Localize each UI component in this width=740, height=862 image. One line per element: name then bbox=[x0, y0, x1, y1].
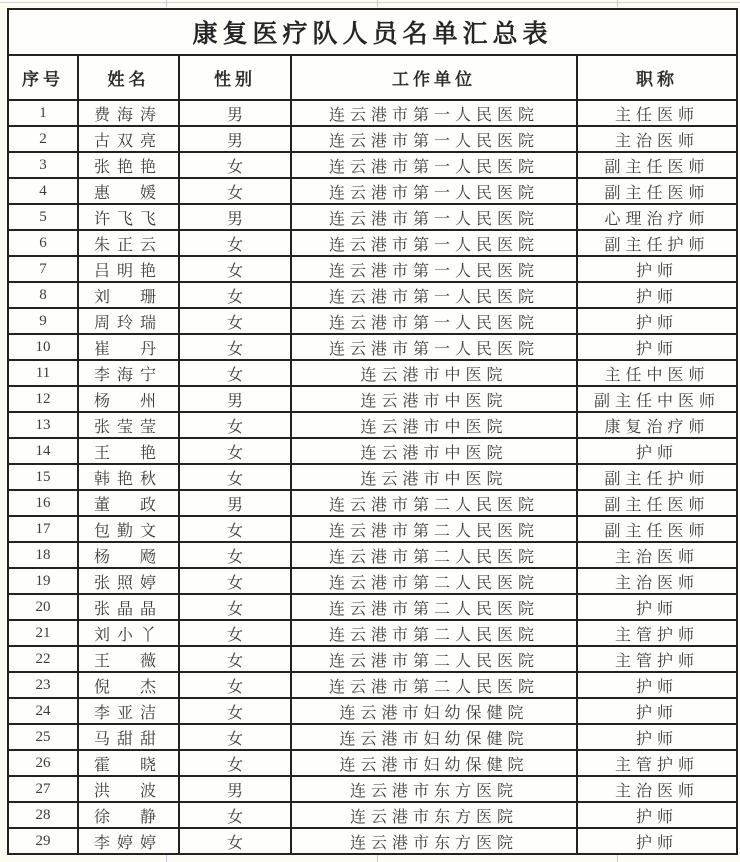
index-cell: 2 bbox=[8, 126, 78, 152]
unit-cell: 连云港市中医院 bbox=[291, 438, 577, 464]
table-row bbox=[8, 802, 737, 828]
name-cell: 徐 静 bbox=[78, 802, 179, 828]
gender-cell: 女 bbox=[179, 724, 291, 750]
table-row bbox=[8, 152, 737, 178]
table-row bbox=[8, 386, 737, 412]
gender-cell: 女 bbox=[179, 438, 291, 464]
unit-cell: 连云港市第二人民医院 bbox=[291, 542, 577, 568]
gender-cell: 女 bbox=[179, 516, 291, 542]
table-row bbox=[8, 594, 737, 620]
table-row bbox=[8, 360, 737, 386]
gender-cell: 男 bbox=[179, 490, 291, 516]
title-cell: 副主任护师 bbox=[577, 464, 737, 490]
name-cell: 许飞飞 bbox=[78, 204, 179, 230]
title-cell: 主管护师 bbox=[577, 646, 737, 672]
name-cell: 惠 媛 bbox=[78, 178, 179, 204]
gender-cell: 男 bbox=[179, 100, 291, 126]
title-cell: 康复治疗师 bbox=[577, 412, 737, 438]
gender-cell: 女 bbox=[179, 672, 291, 698]
title-cell: 副主任医师 bbox=[577, 490, 737, 516]
index-cell: 18 bbox=[8, 542, 78, 568]
unit-cell: 连云港市第二人民医院 bbox=[291, 646, 577, 672]
name-cell: 霍 晓 bbox=[78, 750, 179, 776]
title-cell: 护师 bbox=[577, 308, 737, 334]
unit-cell: 连云港市妇幼保健院 bbox=[291, 698, 577, 724]
table-row bbox=[8, 750, 737, 776]
index-cell: 11 bbox=[8, 360, 78, 386]
personnel-roster-table bbox=[7, 8, 738, 855]
table-row bbox=[8, 464, 737, 490]
unit-cell: 连云港市妇幼保健院 bbox=[291, 724, 577, 750]
gender-cell: 女 bbox=[179, 412, 291, 438]
title-cell: 心理治疗师 bbox=[577, 204, 737, 230]
title-cell: 护师 bbox=[577, 802, 737, 828]
index-cell: 25 bbox=[8, 724, 78, 750]
table-row bbox=[8, 230, 737, 256]
gender-cell: 女 bbox=[179, 178, 291, 204]
unit-cell: 连云港市第二人民医院 bbox=[291, 594, 577, 620]
title-cell: 护师 bbox=[577, 438, 737, 464]
gender-cell: 女 bbox=[179, 620, 291, 646]
title-cell: 副主任医师 bbox=[577, 178, 737, 204]
title-row bbox=[8, 9, 737, 55]
gender-cell: 女 bbox=[179, 594, 291, 620]
table-row bbox=[8, 126, 737, 152]
unit-cell: 连云港市第二人民医院 bbox=[291, 516, 577, 542]
name-cell: 杨 州 bbox=[78, 386, 179, 412]
gender-cell: 女 bbox=[179, 802, 291, 828]
name-cell: 张莹莹 bbox=[78, 412, 179, 438]
table-row bbox=[8, 490, 737, 516]
table-row bbox=[8, 698, 737, 724]
index-cell: 8 bbox=[8, 282, 78, 308]
name-cell: 杨 飏 bbox=[78, 542, 179, 568]
table-row bbox=[8, 828, 737, 854]
unit-cell: 连云港市第一人民医院 bbox=[291, 282, 577, 308]
gender-cell: 女 bbox=[179, 308, 291, 334]
unit-cell: 连云港市第二人民医院 bbox=[291, 672, 577, 698]
index-cell: 20 bbox=[8, 594, 78, 620]
unit-cell: 连云港市第一人民医院 bbox=[291, 204, 577, 230]
name-cell: 周玲瑞 bbox=[78, 308, 179, 334]
name-cell: 王 薇 bbox=[78, 646, 179, 672]
gender-cell: 女 bbox=[179, 360, 291, 386]
gender-cell: 女 bbox=[179, 256, 291, 282]
name-cell: 董 政 bbox=[78, 490, 179, 516]
title-cell: 护师 bbox=[577, 698, 737, 724]
column-header-row bbox=[8, 55, 737, 100]
name-cell: 倪 杰 bbox=[78, 672, 179, 698]
unit-cell: 连云港市第二人民医院 bbox=[291, 568, 577, 594]
col-header-name: 姓名 bbox=[78, 55, 179, 100]
name-cell: 李婷婷 bbox=[78, 828, 179, 854]
table-row bbox=[8, 204, 737, 230]
index-cell: 15 bbox=[8, 464, 78, 490]
spreadsheet-gridline-tick bbox=[617, 855, 618, 862]
index-cell: 3 bbox=[8, 152, 78, 178]
title-cell: 副主任医师 bbox=[577, 152, 737, 178]
name-cell: 张艳艳 bbox=[78, 152, 179, 178]
title-cell: 护师 bbox=[577, 828, 737, 854]
unit-cell: 连云港市第一人民医院 bbox=[291, 178, 577, 204]
unit-cell: 连云港市第一人民医院 bbox=[291, 308, 577, 334]
index-cell: 19 bbox=[8, 568, 78, 594]
unit-cell: 连云港市东方医院 bbox=[291, 776, 577, 802]
spreadsheet-gridline-tick bbox=[377, 0, 378, 7]
index-cell: 10 bbox=[8, 334, 78, 360]
table-row bbox=[8, 646, 737, 672]
table-row bbox=[8, 412, 737, 438]
name-cell: 包勤文 bbox=[78, 516, 179, 542]
unit-cell: 连云港市中医院 bbox=[291, 360, 577, 386]
index-cell: 9 bbox=[8, 308, 78, 334]
name-cell: 费海涛 bbox=[78, 100, 179, 126]
name-cell: 张晶晶 bbox=[78, 594, 179, 620]
col-header-work-unit: 工作单位 bbox=[291, 55, 577, 100]
table-row bbox=[8, 256, 737, 282]
table-row bbox=[8, 672, 737, 698]
name-cell: 王 艳 bbox=[78, 438, 179, 464]
index-cell: 16 bbox=[8, 490, 78, 516]
gender-cell: 男 bbox=[179, 204, 291, 230]
unit-cell: 连云港市第二人民医院 bbox=[291, 620, 577, 646]
gender-cell: 女 bbox=[179, 828, 291, 854]
gender-cell: 男 bbox=[179, 126, 291, 152]
col-header-job-title: 职称 bbox=[577, 55, 737, 100]
table-row bbox=[8, 542, 737, 568]
title-cell: 主任中医师 bbox=[577, 360, 737, 386]
title-cell: 护师 bbox=[577, 334, 737, 360]
spreadsheet-gridline-tick bbox=[166, 855, 167, 862]
name-cell: 马甜甜 bbox=[78, 724, 179, 750]
name-cell: 李亚洁 bbox=[78, 698, 179, 724]
index-cell: 6 bbox=[8, 230, 78, 256]
table-row bbox=[8, 308, 737, 334]
spreadsheet-gridline-tick bbox=[166, 0, 167, 7]
table-row bbox=[8, 568, 737, 594]
name-cell: 韩艳秋 bbox=[78, 464, 179, 490]
name-cell: 刘小丫 bbox=[78, 620, 179, 646]
index-cell: 22 bbox=[8, 646, 78, 672]
index-cell: 5 bbox=[8, 204, 78, 230]
gender-cell: 女 bbox=[179, 230, 291, 256]
title-cell: 副主任医师 bbox=[577, 516, 737, 542]
gender-cell: 女 bbox=[179, 698, 291, 724]
unit-cell: 连云港市第一人民医院 bbox=[291, 100, 577, 126]
gender-cell: 男 bbox=[179, 776, 291, 802]
index-cell: 21 bbox=[8, 620, 78, 646]
table-row bbox=[8, 724, 737, 750]
unit-cell: 连云港市第二人民医院 bbox=[291, 490, 577, 516]
gender-cell: 女 bbox=[179, 464, 291, 490]
name-cell: 崔 丹 bbox=[78, 334, 179, 360]
unit-cell: 连云港市第一人民医院 bbox=[291, 230, 577, 256]
title-cell: 副主任护师 bbox=[577, 230, 737, 256]
unit-cell: 连云港市妇幼保健院 bbox=[291, 750, 577, 776]
name-cell: 古双亮 bbox=[78, 126, 179, 152]
unit-cell: 连云港市东方医院 bbox=[291, 802, 577, 828]
title-cell: 主治医师 bbox=[577, 776, 737, 802]
table-row bbox=[8, 334, 737, 360]
table-row bbox=[8, 620, 737, 646]
index-cell: 12 bbox=[8, 386, 78, 412]
title-cell: 护师 bbox=[577, 594, 737, 620]
title-cell: 护师 bbox=[577, 672, 737, 698]
name-cell: 朱正云 bbox=[78, 230, 179, 256]
spreadsheet-gridline-tick bbox=[617, 0, 618, 7]
table-row bbox=[8, 282, 737, 308]
spreadsheet-gridline-top bbox=[0, 2, 740, 3]
title-cell: 主管护师 bbox=[577, 620, 737, 646]
table-row bbox=[8, 776, 737, 802]
table-row bbox=[8, 516, 737, 542]
unit-cell: 连云港市中医院 bbox=[291, 386, 577, 412]
index-cell: 27 bbox=[8, 776, 78, 802]
col-header-index: 序号 bbox=[8, 55, 78, 100]
title-cell: 主治医师 bbox=[577, 542, 737, 568]
title-cell: 护师 bbox=[577, 282, 737, 308]
gender-cell: 女 bbox=[179, 542, 291, 568]
index-cell: 1 bbox=[8, 100, 78, 126]
title-cell: 主治医师 bbox=[577, 568, 737, 594]
unit-cell: 连云港市中医院 bbox=[291, 412, 577, 438]
unit-cell: 连云港市东方医院 bbox=[291, 828, 577, 854]
index-cell: 17 bbox=[8, 516, 78, 542]
name-cell: 张照婷 bbox=[78, 568, 179, 594]
gender-cell: 女 bbox=[179, 646, 291, 672]
index-cell: 24 bbox=[8, 698, 78, 724]
title-cell: 副主任中医师 bbox=[577, 386, 737, 412]
title-cell: 护师 bbox=[577, 724, 737, 750]
name-cell: 李海宁 bbox=[78, 360, 179, 386]
unit-cell: 连云港市第一人民医院 bbox=[291, 256, 577, 282]
index-cell: 29 bbox=[8, 828, 78, 854]
unit-cell: 连云港市中医院 bbox=[291, 464, 577, 490]
gender-cell: 女 bbox=[179, 282, 291, 308]
col-header-gender: 性别 bbox=[179, 55, 291, 100]
gender-cell: 女 bbox=[179, 152, 291, 178]
index-cell: 14 bbox=[8, 438, 78, 464]
table-row bbox=[8, 100, 737, 126]
title-cell: 主治医师 bbox=[577, 126, 737, 152]
index-cell: 23 bbox=[8, 672, 78, 698]
gender-cell: 女 bbox=[179, 334, 291, 360]
index-cell: 28 bbox=[8, 802, 78, 828]
table-row bbox=[8, 438, 737, 464]
unit-cell: 连云港市第一人民医院 bbox=[291, 152, 577, 178]
index-cell: 7 bbox=[8, 256, 78, 282]
name-cell: 吕明艳 bbox=[78, 256, 179, 282]
gender-cell: 男 bbox=[179, 386, 291, 412]
table-body bbox=[8, 100, 737, 854]
table-row bbox=[8, 178, 737, 204]
name-cell: 刘 珊 bbox=[78, 282, 179, 308]
unit-cell: 连云港市第一人民医院 bbox=[291, 334, 577, 360]
title-cell: 护师 bbox=[577, 256, 737, 282]
gender-cell: 女 bbox=[179, 568, 291, 594]
index-cell: 4 bbox=[8, 178, 78, 204]
table-title: 康复医疗队人员名单汇总表 bbox=[8, 9, 737, 55]
spreadsheet-gridline-tick bbox=[377, 855, 378, 862]
index-cell: 13 bbox=[8, 412, 78, 438]
gender-cell: 女 bbox=[179, 750, 291, 776]
name-cell: 洪 波 bbox=[78, 776, 179, 802]
unit-cell: 连云港市第一人民医院 bbox=[291, 126, 577, 152]
index-cell: 26 bbox=[8, 750, 78, 776]
title-cell: 主管护师 bbox=[577, 750, 737, 776]
title-cell: 主任医师 bbox=[577, 100, 737, 126]
